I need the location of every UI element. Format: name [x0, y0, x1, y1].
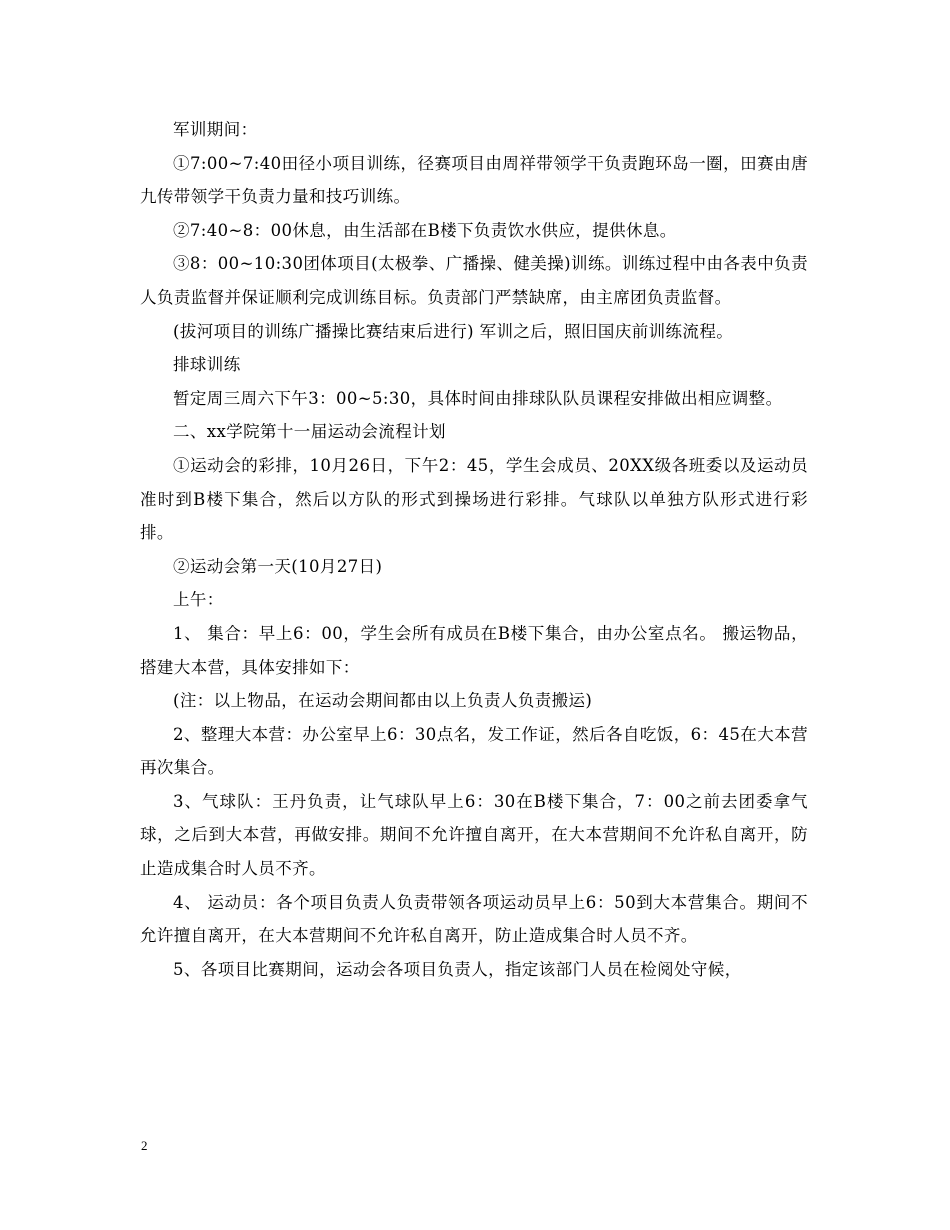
paragraph-volleyball-title: 排球训练 — [173, 355, 241, 375]
paragraph-tug-of-war-note: (拔河项目的训练广播操比赛结束后进行) 军训之后，照旧国庆前训练流程。 — [173, 321, 734, 341]
paragraph-military-training-title: 军训期间： — [173, 120, 258, 139]
paragraph-step-5: 5、各项目比赛期间，运动会各项目负责人，指定该部门人员在检阅处守候， — [173, 959, 742, 979]
paragraph-step-2: 2、整理大本营：办公室早上6：30点名，发工作证，然后各自吃饭，6：45在大本营再次集合。 — [140, 724, 808, 778]
paragraph-note: (注：以上物品，在运动会期间都由以上负责人负责搬运) — [173, 691, 593, 711]
paragraph-item-2: ②7:40~8：00休息，由生活部在B楼下负责饮水供应，提供休息。 — [173, 220, 677, 240]
paragraph-step-1: 1、 集合：早上6：00，学生会所有成员在B楼下集合，由办公室点名。 搬运物品，搭建大本营，具体安排如下： — [140, 623, 808, 677]
paragraph-volleyball-schedule: 暂定周三周六下午3：00~5:30，具体时间由排球队队员课程安排做出相应调整。 — [173, 388, 783, 408]
paragraph-morning: 上午： — [173, 590, 224, 610]
paragraph-item-3: ③8：00~10:30团体项目(太极拳、广播操、健美操)训练。训练过程中由各表中负责人负责监督并保证顺利完成训练目标。负责部门严禁缺席，由主席团负责监督。 — [140, 254, 808, 307]
paragraph-day-one: ②运动会第一天(10月27日) — [173, 556, 383, 576]
document-body — [140, 113, 808, 986]
page-number: 2 — [141, 1138, 148, 1153]
section-heading-sports-meet: 二、xx学院第十一届运动会流程计划 — [173, 422, 446, 442]
paragraph-rehearsal: ①运动会的彩排，10月26日，下午2：45，学生会成员、20XX级各班委以及运动员准时到B楼下集合，然后以方队的形式到操场进行彩排。气球队以单独方队形式进行彩排。 — [140, 455, 808, 543]
paragraph-item-1: ①7:00~7:40田径小项目训练，径赛项目由周祥带领学干负责跑环岛一圈，田赛由唐九传带领学干负责力量和技巧训练。 — [140, 153, 808, 207]
paragraph-step-3: 3、气球队：王丹负责，让气球队早上6：30在B楼下集合，7：00之前去团委拿气球，之后到大本营，再做安排。期间不允许擅自离开，在大本营期间不允许私自离开，防止造成集合时人员不齐。 — [140, 791, 808, 879]
paragraph-step-4: 4、 运动员：各个项目负责人负责带领各项运动员早上6：50到大本营集合。期间不允许擅自离开，在大本营期间不允许私自离开，防止造成集合时人员不齐。 — [140, 892, 808, 946]
